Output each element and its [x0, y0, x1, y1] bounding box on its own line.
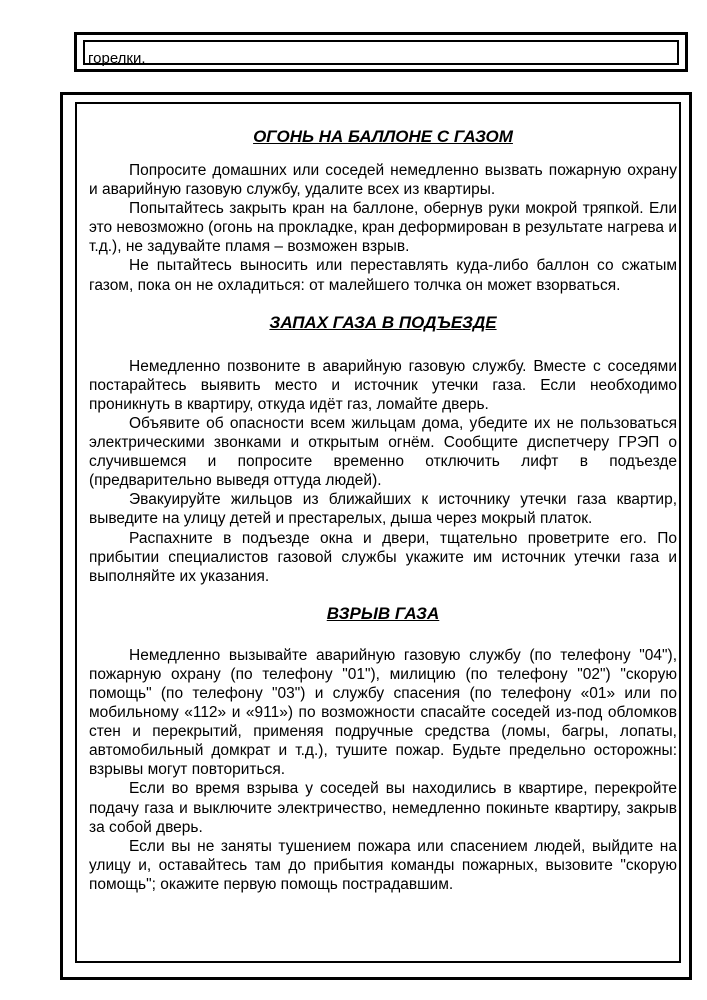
paragraph: Немедленно позвоните в аварийную газовую службу. Вместе с соседями постарайтесь выявить место и источник утечки газа. Если необходимо проникнуть в квартиру, откуда идёт газ, ломайте дверь.: [89, 357, 677, 413]
paragraph: Распахните в подъезде окна и двери, тщательно проветрите его. По прибытии специалистов газовой службы укажите им источник утечки газа и выполняйте их указания.: [89, 529, 677, 585]
section-title-gas-smell-in-entrance: ЗАПАХ ГАЗА В ПОДЪЕЗДЕ: [269, 312, 497, 332]
paragraph: Попросите домашних или соседей немедленно вызвать пожарную охрану и аварийную газовую службу, удалите всех из квартиры.: [89, 162, 677, 199]
section-title-gas-cylinder-fire: ОГОНЬ НА БАЛЛОНЕ С ГАЗОМ: [253, 127, 513, 146]
paragraph: Немедленно вызывайте аварийную газовую службу (по телефону "04"), пожарную охрану (по телефону "01"), милицию (по телефону "02") "скорую помощь" (по телефону "03") и службу спасения (по телефону «01» или по мобильному «112» и «911») по возможности спасайте соседей из-под обломков стен и перекрытий, применяя подручные средства (ломы, багры, лопаты, автомобильный домкрат и т.д.), тушите пожар. Будьте предельно осторожны: взрывы могут повториться.: [89, 646, 677, 779]
section-title-gas-explosion: ВЗРЫВ ГАЗА: [326, 603, 440, 623]
previous-page-fragment-inner-frame: [83, 40, 679, 65]
previous-page-fragment-frame: [74, 32, 688, 72]
paragraph: Если вы не заняты тушением пожара или спасением людей, выйдите на улицу и, оставайтесь там до прибытия команды пожарных, вызовите "скорую помощь"; окажите первую помощь пострадавшим.: [89, 837, 677, 893]
paragraph: Объявите об опасности всем жильцам дома, убедите их не пользоваться электрическими звонками и открытым огнём. Сообщите диспетчеру ГРЭП о случившемся и попросите временно отключить лифт в подъезде (предварительно выведя оттуда людей).: [89, 414, 677, 490]
paragraph: Если во время взрыва у соседей вы находились в квартире, перекройте подачу газа и выключите электричество, немедленно покиньте квартиру, закрыв за собой дверь.: [89, 780, 677, 836]
paragraph: Попытайтесь закрыть кран на баллоне, обернув руки мокрой тряпкой. Ели это невозможно (огонь на прокладке, кран деформирован в результате нагрева и т.д.), не задувайте пламя – возможен взрыв.: [89, 200, 677, 256]
paragraph: Эвакуируйте жильцов из ближайших к источнику утечки газа квартир, выведите на улицу детей и престарелых, дыша через мокрый платок.: [89, 491, 677, 528]
previous-page-fragment-text: горелки.: [88, 50, 146, 67]
instructions-content: [89, 127, 677, 894]
paragraph: Не пытайтесь выносить или переставлять куда-либо баллон со сжатым газом, пока он не охладиться: от малейшего толчка он может взорваться.: [89, 257, 677, 294]
instructions-inner-frame: [75, 102, 681, 963]
instructions-frame: [60, 92, 692, 980]
